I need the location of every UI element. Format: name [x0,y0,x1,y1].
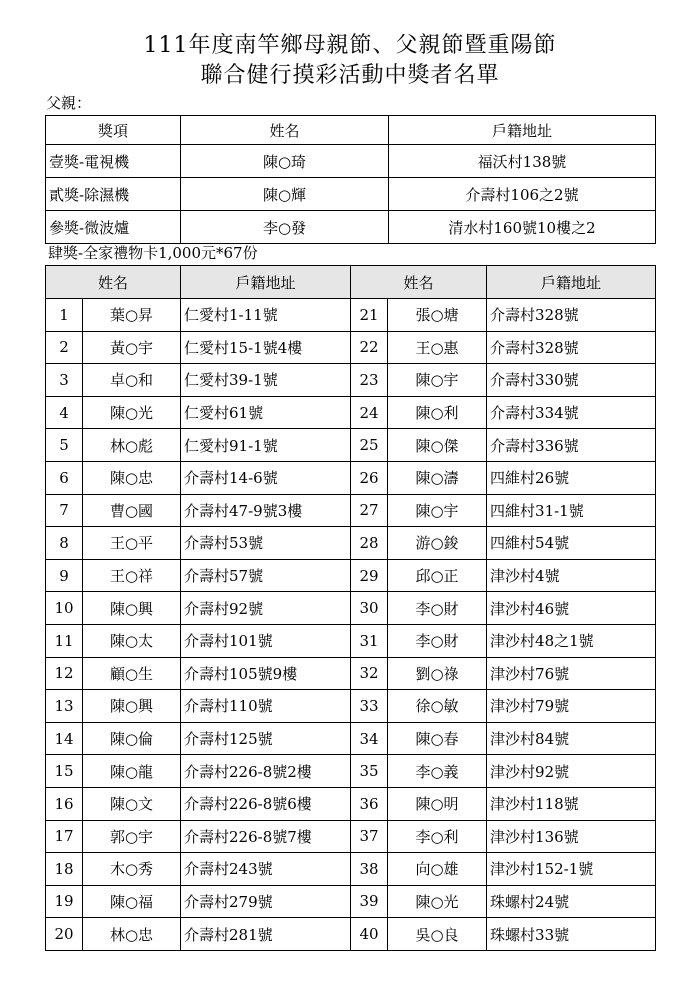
table-row [46,592,656,625]
winner-name: 郭○宇 [83,820,181,853]
row-number: 27 [351,494,388,527]
row-number: 40 [351,918,388,951]
winner-address: 介壽村226-8號2樓 [181,755,351,788]
winner-name: 陳○明 [388,787,487,820]
row-number: 2 [46,331,83,364]
table-row [46,461,656,494]
row-number: 18 [46,853,83,886]
table-row [46,396,656,429]
winner-address: 介壽村243號 [181,853,351,886]
winner-address: 四維村26號 [487,461,656,494]
winner-address: 津沙村84號 [487,722,656,755]
row-number: 33 [351,690,388,723]
winner-address: 介壽村328號 [487,299,656,332]
table-row [46,885,656,918]
table-row [46,853,656,886]
winner-name: 陳○文 [83,787,181,820]
table-row [46,722,656,755]
winner-address: 津沙村136號 [487,820,656,853]
row-number: 3 [46,364,83,397]
row-number: 10 [46,592,83,625]
winner-address: 介壽村226-8號6樓 [181,787,351,820]
winner-name: 木○秀 [83,853,181,886]
prize-name: 貳獎-除濕機 [46,178,181,211]
winner-name: 李○財 [388,624,487,657]
winner-address: 介壽村92號 [181,592,351,625]
winner-name: 王○惠 [388,331,487,364]
name-header-cell: 姓名 [351,266,487,299]
winner-name: 陳○興 [83,592,181,625]
row-number: 17 [46,820,83,853]
winner-name: 張○塘 [388,299,487,332]
winner-name: 陳○琦 [181,145,389,178]
row-number: 34 [351,722,388,755]
winner-name: 陳○宇 [388,494,487,527]
winner-address: 津沙村76號 [487,657,656,690]
section-label: 父親： [46,94,92,112]
row-number: 38 [351,853,388,886]
winner-name: 李○財 [388,592,487,625]
winner-name: 陳○輝 [181,178,389,211]
row-number: 25 [351,429,388,462]
table-row [46,527,656,560]
winner-name: 吳○良 [388,918,487,951]
winner-name: 游○鋑 [388,527,487,560]
row-number: 28 [351,527,388,560]
winner-name: 葉○昇 [83,299,181,332]
winner-address: 介壽村330號 [487,364,656,397]
table-row [46,624,656,657]
winner-name: 邱○正 [388,559,487,592]
winner-address: 介壽村279號 [181,885,351,918]
winner-address: 津沙村48之1號 [487,624,656,657]
row-number: 9 [46,559,83,592]
winner-name: 曹○國 [83,494,181,527]
row-number: 14 [46,722,83,755]
winner-address: 珠螺村33號 [487,918,656,951]
prize-name: 參獎-微波爐 [46,211,181,244]
table-row [46,494,656,527]
row-number: 23 [351,364,388,397]
winner-name: 劉○祿 [388,657,487,690]
winner-name: 陳○濤 [388,461,487,494]
table-row [46,918,656,951]
winner-address: 津沙村152-1號 [487,853,656,886]
row-number: 8 [46,527,83,560]
winner-name: 王○祥 [83,559,181,592]
address-header-cell: 戶籍地址 [487,266,656,299]
winner-address: 仁愛村1-11號 [181,299,351,332]
row-number: 39 [351,885,388,918]
winners-table-body [46,299,656,951]
winner-address: 介壽村328號 [487,331,656,364]
winner-name: 陳○龍 [83,755,181,788]
row-number: 37 [351,820,388,853]
table-row [46,690,656,723]
winner-address: 介壽村53號 [181,527,351,560]
row-number: 35 [351,755,388,788]
document-title: 111年度南竿鄉母親節、父親節暨重陽節 [143,33,557,58]
table-row [46,299,656,332]
winner-address: 介壽村57號 [181,559,351,592]
winner-address: 介壽村334號 [487,396,656,429]
winner-address: 介壽村106之2號 [389,178,656,211]
winner-address: 津沙村118號 [487,787,656,820]
winner-address: 津沙村92號 [487,755,656,788]
prize-row [46,178,656,211]
row-number: 16 [46,787,83,820]
winner-name: 陳○忠 [83,461,181,494]
winner-address: 仁愛村91-1號 [181,429,351,462]
winner-name: 陳○福 [83,885,181,918]
winner-name: 陳○興 [83,690,181,723]
row-number: 31 [351,624,388,657]
address-header-cell: 戶籍地址 [389,116,656,145]
prize-table-header [46,116,656,145]
winner-address: 介壽村105號9樓 [181,657,351,690]
winner-address: 介壽村336號 [487,429,656,462]
row-number: 5 [46,429,83,462]
table-row [46,657,656,690]
row-number: 19 [46,885,83,918]
table-row [46,559,656,592]
winner-address: 仁愛村39-1號 [181,364,351,397]
row-number: 22 [351,331,388,364]
winner-address: 介壽村14-6號 [181,461,351,494]
row-number: 29 [351,559,388,592]
winner-name: 顧○生 [83,657,181,690]
table-row [46,787,656,820]
row-number: 24 [351,396,388,429]
winner-name: 李○發 [181,211,389,244]
winner-name: 陳○利 [388,396,487,429]
row-number: 1 [46,299,83,332]
winner-name: 陳○宇 [388,364,487,397]
prize-name: 壹獎-電視機 [46,145,181,178]
address-header-cell: 戶籍地址 [181,266,351,299]
row-number: 13 [46,690,83,723]
winner-address: 清水村160號10樓之2 [389,211,656,244]
row-number: 30 [351,592,388,625]
row-number: 6 [46,461,83,494]
winner-address: 福沃村138號 [389,145,656,178]
winners-table-header [46,266,656,299]
table-row [46,364,656,397]
winner-name: 向○雄 [388,853,487,886]
row-number: 36 [351,787,388,820]
winner-address: 介壽村101號 [181,624,351,657]
table-row [46,820,656,853]
name-header-cell: 姓名 [181,116,389,145]
winner-name: 陳○光 [83,396,181,429]
winner-name: 陳○倫 [83,722,181,755]
winner-address: 介壽村47-9號3樓 [181,494,351,527]
row-number: 32 [351,657,388,690]
row-number: 12 [46,657,83,690]
prize-table [45,115,656,244]
prize-row [46,145,656,178]
row-number: 26 [351,461,388,494]
winner-name: 李○義 [388,755,487,788]
winner-address: 仁愛村61號 [181,396,351,429]
winner-name: 徐○敏 [388,690,487,723]
winner-name: 王○平 [83,527,181,560]
winner-name: 黃○宇 [83,331,181,364]
row-number: 15 [46,755,83,788]
row-number: 21 [351,299,388,332]
winner-address: 珠螺村24號 [487,885,656,918]
winner-address: 四維村31-1號 [487,494,656,527]
winner-address: 仁愛村15-1號4樓 [181,331,351,364]
document-subtitle: 聯合健行摸彩活動中獎者名單 [200,63,500,88]
winner-name: 卓○和 [83,364,181,397]
winner-name: 林○忠 [83,918,181,951]
prize-row [46,211,656,244]
winner-name: 陳○春 [388,722,487,755]
winner-address: 介壽村125號 [181,722,351,755]
winner-name: 陳○太 [83,624,181,657]
row-number: 20 [46,918,83,951]
winner-address: 介壽村110號 [181,690,351,723]
row-number: 7 [46,494,83,527]
winner-address: 介壽村226-8號7樓 [181,820,351,853]
winner-name: 陳○光 [388,885,487,918]
prize-header-cell: 獎項 [46,116,181,145]
winner-name: 陳○傑 [388,429,487,462]
winner-address: 津沙村4號 [487,559,656,592]
winner-address: 津沙村46號 [487,592,656,625]
winner-name: 李○利 [388,820,487,853]
winner-address: 介壽村281號 [181,918,351,951]
table-row [46,755,656,788]
winners-table [45,265,656,951]
winner-name: 林○彪 [83,429,181,462]
prize-4-label: 肆獎-全家禮物卡1,000元*67份 [48,244,258,262]
name-header-cell: 姓名 [46,266,181,299]
row-number: 11 [46,624,83,657]
winner-address: 四維村54號 [487,527,656,560]
table-row [46,331,656,364]
table-row [46,429,656,462]
row-number: 4 [46,396,83,429]
winner-address: 津沙村79號 [487,690,656,723]
